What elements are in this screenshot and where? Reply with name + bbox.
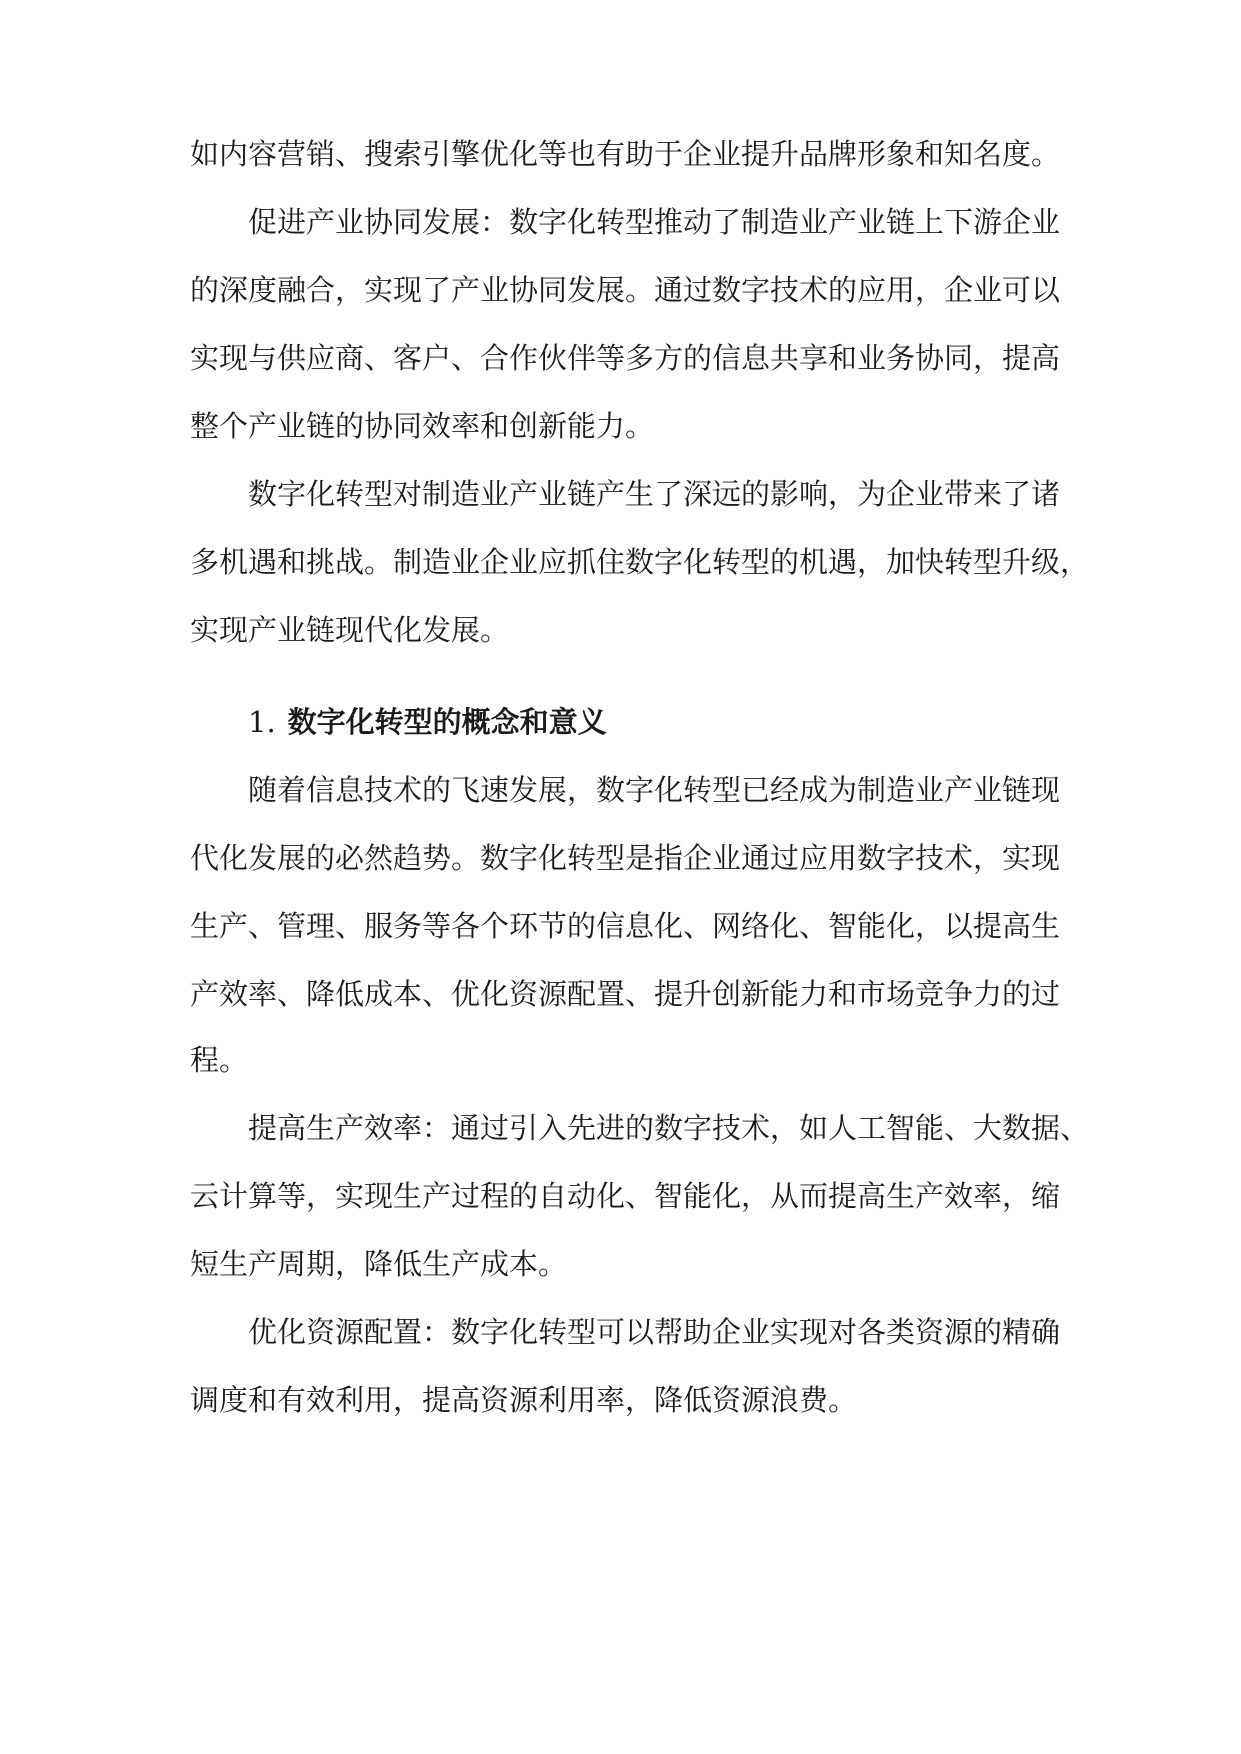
paragraph-line: 促进产业协同发展：数字化转型推动了制造业产业链上下游企业 [248, 205, 1061, 239]
paragraph-line: 整个产业链的协同效率和创新能力。 [190, 409, 655, 443]
paragraph-line: 数字化转型对制造业产业链产生了深远的影响，为企业带来了诸 [248, 477, 1061, 511]
paragraph-line: 提高生产效率：通过引入先进的数字技术，如人工智能、大数据、 [248, 1111, 1090, 1145]
paragraph-line: 代化发展的必然趋势。数字化转型是指企业通过应用数字技术，实现 [190, 841, 1061, 875]
paragraph-line: 随着信息技术的飞速发展，数字化转型已经成为制造业产业链现 [248, 773, 1061, 807]
paragraph-line: 产效率、降低成本、优化资源配置、提升创新能力和市场竞争力的过 [190, 977, 1061, 1011]
paragraph-line: 调度和有效利用，提高资源利用率，降低资源浪费。 [190, 1383, 858, 1417]
section-heading [248, 702, 607, 742]
paragraph-line: 短生产周期，降低生产成本。 [190, 1247, 568, 1281]
paragraph-line: 生产、管理、服务等各个环节的信息化、网络化、智能化，以提高生 [190, 909, 1061, 943]
paragraph-line: 多机遇和挑战。制造业企业应抓住数字化转型的机遇，加快转型升级， [190, 545, 1090, 579]
paragraph-line: 如内容营销、搜索引擎优化等也有助于企业提升品牌形象和知名度。 [190, 137, 1061, 171]
paragraph-line: 实现与供应商、客户、合作伙伴等多方的信息共享和业务协同，提高 [190, 341, 1061, 375]
section-title: 数字化转型的概念和意义 [287, 705, 607, 739]
paragraph-line: 云计算等，实现生产过程的自动化、智能化，从而提高生产效率，缩 [190, 1179, 1061, 1213]
paragraph-line: 程。 [190, 1043, 249, 1077]
paragraph-line: 实现产业链现代化发展。 [190, 613, 510, 647]
section-number: 1. [248, 705, 276, 739]
paragraph-line: 的深度融合，实现了产业协同发展。通过数字技术的应用，企业可以 [190, 273, 1061, 307]
paragraph-line: 优化资源配置：数字化转型可以帮助企业实现对各类资源的精确 [248, 1315, 1061, 1349]
